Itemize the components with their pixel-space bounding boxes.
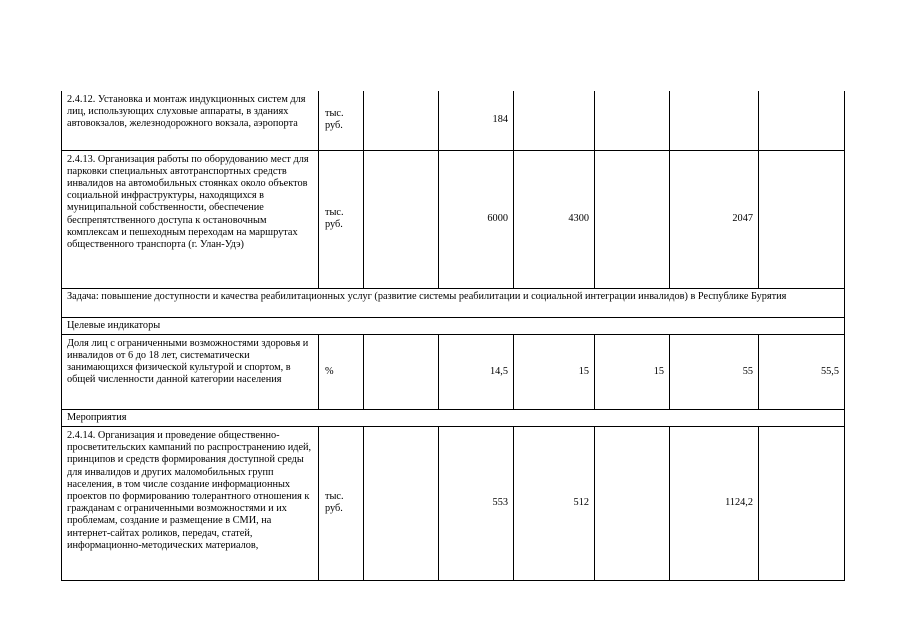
measure-name-text: 2.4.14. Организация и проведение общественно-просветительских кампаний по распространению идей, принципов и средств формирования доступной среды для инвалидов и других маломобильных групп населения, в том числе создание информационных проектов по формированию толерантного отношения к гражданам с ограниченными возможностями и их проблемам, создание и размещение в СМИ, на интернет-сайтах роликов, передач, статей, информационно-методических материалов, [67,429,312,551]
value-cell [364,150,439,288]
table-row [62,150,845,288]
value-cell [364,334,439,409]
table-row [62,426,845,580]
program-table [61,91,845,581]
value-cell: 553 [439,426,514,580]
value-cell: 6000 [439,150,514,288]
measure-name-cell: 2.4.12. Установка и монтаж индукционных систем для лиц, использующих слуховые аппараты, в зданиях автовокзалов, железнодорожного вокзала, аэропорта [62,91,319,150]
section-row [62,317,845,334]
unit-cell: тыс. руб. [319,91,364,150]
unit-cell: тыс. руб. [319,150,364,288]
value-cell [595,91,670,150]
value-cell: 14,5 [439,334,514,409]
value-cell [364,91,439,150]
value-cell [670,91,759,150]
value-cell [595,150,670,288]
value-cell: 184 [439,91,514,150]
value-cell: 15 [514,334,595,409]
value-cell: 2047 [670,150,759,288]
section-row [62,288,845,317]
value-cell: 15 [595,334,670,409]
measure-name-cell: 2.4.13. Организация работы по оборудованию мест для парковки специальных автотранспортных средств инвалидов на автомобильных стоянках около объектов социальной инфраструктуры, находящихся в муниципальной собственности, обеспечение беспрепятственного доступа к остановочным комплексам и пешеходным переходам на маршрутах общественного транспорта (г. Улан-Удэ) [62,150,319,288]
value-cell [364,426,439,580]
value-cell: 1124,2 [670,426,759,580]
unit-cell: тыс. руб. [319,426,364,580]
unit-cell: % [319,334,364,409]
value-cell [514,91,595,150]
value-cell: 4300 [514,150,595,288]
value-cell [759,91,845,150]
value-cell: 55,5 [759,334,845,409]
value-cell [759,426,845,580]
table-row [62,91,845,150]
value-cell: 512 [514,426,595,580]
measures-heading: Мероприятия [62,409,845,426]
indicator-name-cell: Доля лиц с ограниченными возможностями здоровья и инвалидов от 6 до 18 лет, систематически занимающихся физической культурой и спортом, в общей численности данной категории населения [62,334,319,409]
measure-name-cell [62,426,319,580]
section-row [62,409,845,426]
table-row [62,334,845,409]
value-cell [595,426,670,580]
value-cell [759,150,845,288]
value-cell: 55 [670,334,759,409]
indicators-heading: Целевые индикаторы [62,317,845,334]
task-heading: Задача: повышение доступности и качества реабилитационных услуг (развитие системы реабилитации и социальной интеграции инвалидов) в Республике Бурятия [62,288,845,317]
